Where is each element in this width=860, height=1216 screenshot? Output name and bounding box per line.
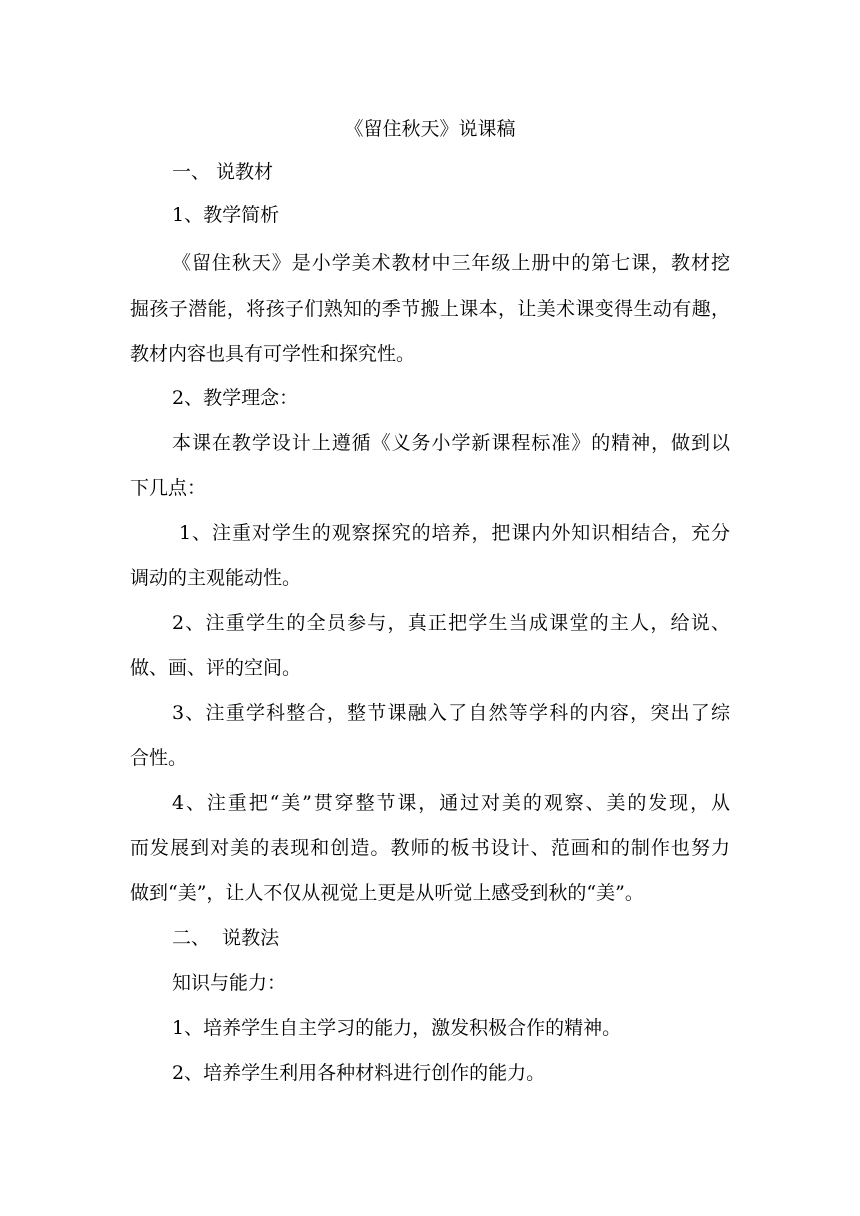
list-item-line: 2、培养学生利用各种材料进行创作的能力。 <box>172 1062 546 1084</box>
paragraph-line: 本课在教学设计上遵循《义务小学新课程标准》的精神，做到以 <box>172 432 730 454</box>
list-item-line: 4、注重把“美”贯穿整节课，通过对美的观察、美的发现，从 <box>172 792 730 814</box>
list-item-line: 2、注重学生的全员参与，真正把学生当成课堂的主人，给说、 <box>172 612 730 634</box>
paragraph-line: 教材内容也具有可学性和探究性。 <box>130 343 416 365</box>
subsection-heading: 知识与能力： <box>172 972 287 994</box>
section-heading: 一、 说教材 <box>172 161 274 183</box>
list-item-line: 1、注重对学生的观察探究的培养，把课内外知识相结合，充分 <box>172 522 730 544</box>
subsection-heading: 2、教学理念： <box>172 387 299 409</box>
paragraph-line: 《留住秋天》是小学美术教材中三年级上册中的第七课，教材挖 <box>172 252 730 274</box>
document-title: 《留住秋天》说课稿 <box>344 118 516 140</box>
list-item-line: 3、注重学科整合，整节课融入了自然等学科的内容，突出了综 <box>172 702 730 724</box>
list-item-line: 做、画、评的空间。 <box>130 657 302 679</box>
list-item-line: 调动的主观能动性。 <box>130 567 302 589</box>
list-item-line: 做到“美”，让人不仅从视觉上更是从听觉上感受到秋的“美”。 <box>130 882 644 904</box>
subsection-heading: 1、教学简析 <box>172 204 280 226</box>
section-heading: 二、 说教法 <box>172 927 280 949</box>
paragraph-line: 下几点： <box>130 477 207 499</box>
paragraph-line: 掘孩子潜能，将孩子们熟知的季节搬上课本，让美术课变得生动有趣， <box>130 298 730 320</box>
list-item-line: 而发展到对美的表现和创造。教师的板书设计、范画和的制作也努力 <box>130 837 730 859</box>
list-item-line: 合性。 <box>130 747 188 769</box>
list-item-line: 1、培养学生自主学习的能力，激发积极合作的精神。 <box>172 1017 622 1039</box>
